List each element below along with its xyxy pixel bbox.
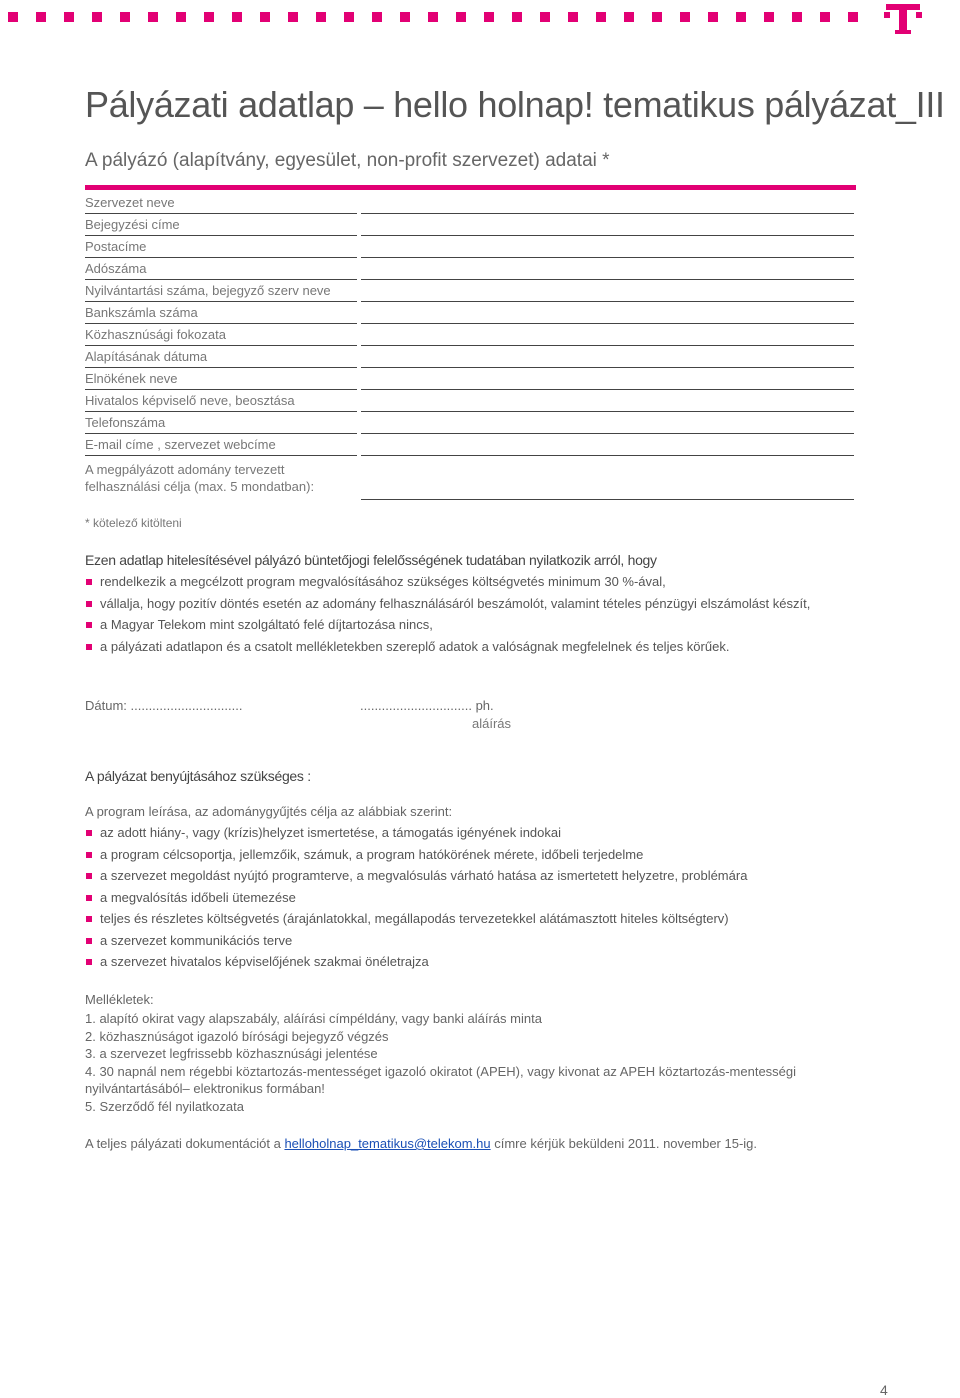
bullet-square-icon	[86, 579, 92, 585]
form-row	[85, 368, 856, 390]
bullet-square-icon	[86, 916, 92, 922]
list-item-text: a megvalósítás időbeli ütemezése	[100, 889, 296, 905]
form-row	[85, 236, 856, 258]
program-intro: A program leírása, az adománygyűjtés célja az alábbiak szerint:	[85, 804, 453, 819]
form-field-label: Elnökének neve	[85, 371, 178, 386]
signature-label: aláírás	[472, 716, 512, 731]
form-field-label: Szervezet neve	[85, 195, 175, 210]
header-dot	[568, 12, 578, 22]
list-item-text: a pályázati adatlapon és a csatolt mellékletekben szereplő adatok a valóságnak megfelelnek és teljes körűek.	[100, 638, 730, 654]
header-dot	[624, 12, 634, 22]
header-dot	[540, 12, 550, 22]
attachments-title: Mellékletek:	[85, 992, 154, 1007]
header-dot-band	[8, 12, 868, 24]
header-dot	[316, 12, 326, 22]
header-dot	[708, 12, 718, 22]
bullet-square-icon	[86, 622, 92, 628]
header-dot	[792, 12, 802, 22]
bullet-square-icon	[86, 852, 92, 858]
attachment-item: 4. 30 napnál nem régebbi köztartozás-mentességet igazoló okiratot (APEH), vagy kivonat az APEH köztartozás-mentességi nyilvántartásából– elektronikus formában!	[85, 1063, 797, 1096]
header-dot	[596, 12, 606, 22]
signature-field[interactable]: ............................... ph.	[360, 698, 494, 713]
header-dot	[456, 12, 466, 22]
list-item	[85, 865, 905, 887]
header-dot	[92, 12, 102, 22]
applicant-section-title: A pályázó (alapítvány, egyesület, non-profit szervezet) adatai *	[85, 150, 610, 171]
attachment-item: 3. a szervezet legfrissebb közhasznúsági jelentése	[85, 1046, 378, 1061]
attachment-item: 5. Szerződő fél nyilatkozata	[85, 1098, 244, 1114]
form-row	[85, 302, 856, 324]
form-row	[85, 390, 856, 412]
form-field-label: E-mail címe , szervezet webcíme	[85, 437, 276, 452]
header-dot	[260, 12, 270, 22]
form-row	[85, 258, 856, 280]
header-dot	[736, 12, 746, 22]
required-note: * kötelező kitölteni	[85, 516, 182, 530]
form-row	[85, 214, 856, 236]
applicant-form	[85, 192, 856, 500]
header-dot	[428, 12, 438, 22]
form-row	[85, 324, 856, 346]
form-field-label: Közhasznúsági fokozata	[85, 327, 226, 342]
header-dot	[148, 12, 158, 22]
form-field-label: Bankszámla száma	[85, 305, 198, 320]
attachment-item: 1. alapító okirat vagy alapszabály, aláírási címpéldány, vagy banki aláírás minta	[85, 1011, 542, 1026]
header-dot	[8, 12, 18, 22]
bullet-square-icon	[86, 938, 92, 944]
list-item-text: a program célcsoportja, jellemzőik, számuk, a program hatókörének mérete, időbeli terjedelme	[100, 846, 644, 862]
header-dot	[36, 12, 46, 22]
telekom-t-icon	[884, 0, 922, 38]
header-dot	[204, 12, 214, 22]
submission-note	[85, 1136, 757, 1151]
submission-email-link[interactable]: helloholnap_tematikus@telekom.hu	[284, 1136, 491, 1151]
header-dot	[820, 12, 830, 22]
attachment-item: 2. közhasznúságot igazoló bírósági bejegyző végzés	[85, 1028, 389, 1044]
header-dot	[372, 12, 382, 22]
form-field-label: Alapításának dátuma	[85, 349, 208, 364]
header-dot	[232, 12, 242, 22]
header-dot	[764, 12, 774, 22]
list-item-text: a szervezet hivatalos képviselőjének szakmai önéletrajza	[100, 954, 429, 969]
form-row	[85, 412, 856, 434]
list-item-text: teljes és részletes költségvetés (árajánlatokkal, megállapodás tervezetekkel alátámasztott hiteles költségterv)	[100, 911, 729, 926]
header-dot	[848, 12, 858, 22]
declaration-list	[85, 571, 905, 657]
list-item	[85, 593, 905, 615]
form-field-label: Telefonszáma	[85, 415, 166, 430]
bullet-square-icon	[86, 873, 92, 879]
form-row	[85, 456, 856, 500]
form-field-label: Hivatalos képviselő neve, beosztása	[85, 393, 295, 408]
page-title: Pályázati adatlap – hello holnap! tematikus pályázat_III	[85, 84, 945, 125]
header-dot	[400, 12, 410, 22]
section-divider	[85, 185, 856, 190]
list-item-text: a szervezet kommunikációs terve	[100, 932, 293, 948]
form-field-label: A megpályázott adomány tervezett felhasználási célja (max. 5 mondatban):	[85, 462, 315, 494]
list-item	[85, 822, 905, 844]
date-field[interactable]: Dátum: ...............................	[85, 698, 243, 713]
header-dot	[120, 12, 130, 22]
header-dot	[176, 12, 186, 22]
declaration-statement: Ezen adatlap hitelesítésével pályázó büntetőjogi felelősségének tudatában nyilatkozik arról, hogy	[85, 552, 657, 568]
bullet-square-icon	[86, 959, 92, 965]
form-field-label: Postacíme	[85, 239, 147, 254]
list-item	[85, 887, 905, 909]
form-row	[85, 346, 856, 368]
attachments-list	[85, 1010, 885, 1115]
list-item-text: az adott hiány-, vagy (krízis)helyzet ismertetése, a támogatás igényének indokai	[100, 825, 562, 840]
list-item-text: rendelkezik a megcélzott program megvalósításához szükséges költségvetés minimum 30 %-ával,	[100, 574, 666, 589]
form-field-label: Nyilvántartási száma, bejegyző szerv neve	[85, 283, 331, 298]
list-item-text: a szervezet megoldást nyújtó programterve, a megvalósulás várható hatása az ismertetett helyzetre, problémára	[100, 868, 748, 883]
list-item-text: a Magyar Telekom mint szolgáltató felé díjtartozása nincs,	[100, 617, 433, 632]
header-dot	[288, 12, 298, 22]
submission-text-after: címre kérjük beküldeni 2011. november 15-ig.	[490, 1136, 758, 1151]
list-item	[85, 951, 905, 973]
bullet-square-icon	[86, 601, 92, 607]
bullet-square-icon	[86, 895, 92, 901]
form-field-input-line[interactable]	[361, 499, 854, 500]
header-dot	[652, 12, 662, 22]
bullet-square-icon	[86, 644, 92, 650]
form-field-label: Adószáma	[85, 261, 147, 276]
form-field-label: Bejegyzési címe	[85, 217, 180, 232]
list-item	[85, 571, 905, 593]
requirements-title: A pályázat benyújtásához szükséges :	[85, 768, 311, 784]
bullet-square-icon	[86, 830, 92, 836]
list-item	[85, 908, 905, 930]
form-row	[85, 434, 856, 456]
page-number: 4	[880, 1382, 888, 1398]
list-item	[85, 844, 905, 866]
form-row	[85, 192, 856, 214]
header-dot	[680, 12, 690, 22]
header-dot	[484, 12, 494, 22]
list-item	[85, 930, 905, 952]
header-dot	[64, 12, 74, 22]
list-item-text: vállalja, hogy pozitív döntés esetén az adomány felhasználásáról beszámolót, valamint tételes pénzügyi elszámolást készít,	[100, 595, 811, 611]
header-dot	[344, 12, 354, 22]
program-requirements-list	[85, 822, 905, 973]
form-row	[85, 280, 856, 302]
header-dot	[512, 12, 522, 22]
list-item	[85, 636, 905, 658]
list-item	[85, 614, 905, 636]
submission-text-before: A teljes pályázati dokumentációt a	[85, 1136, 285, 1151]
